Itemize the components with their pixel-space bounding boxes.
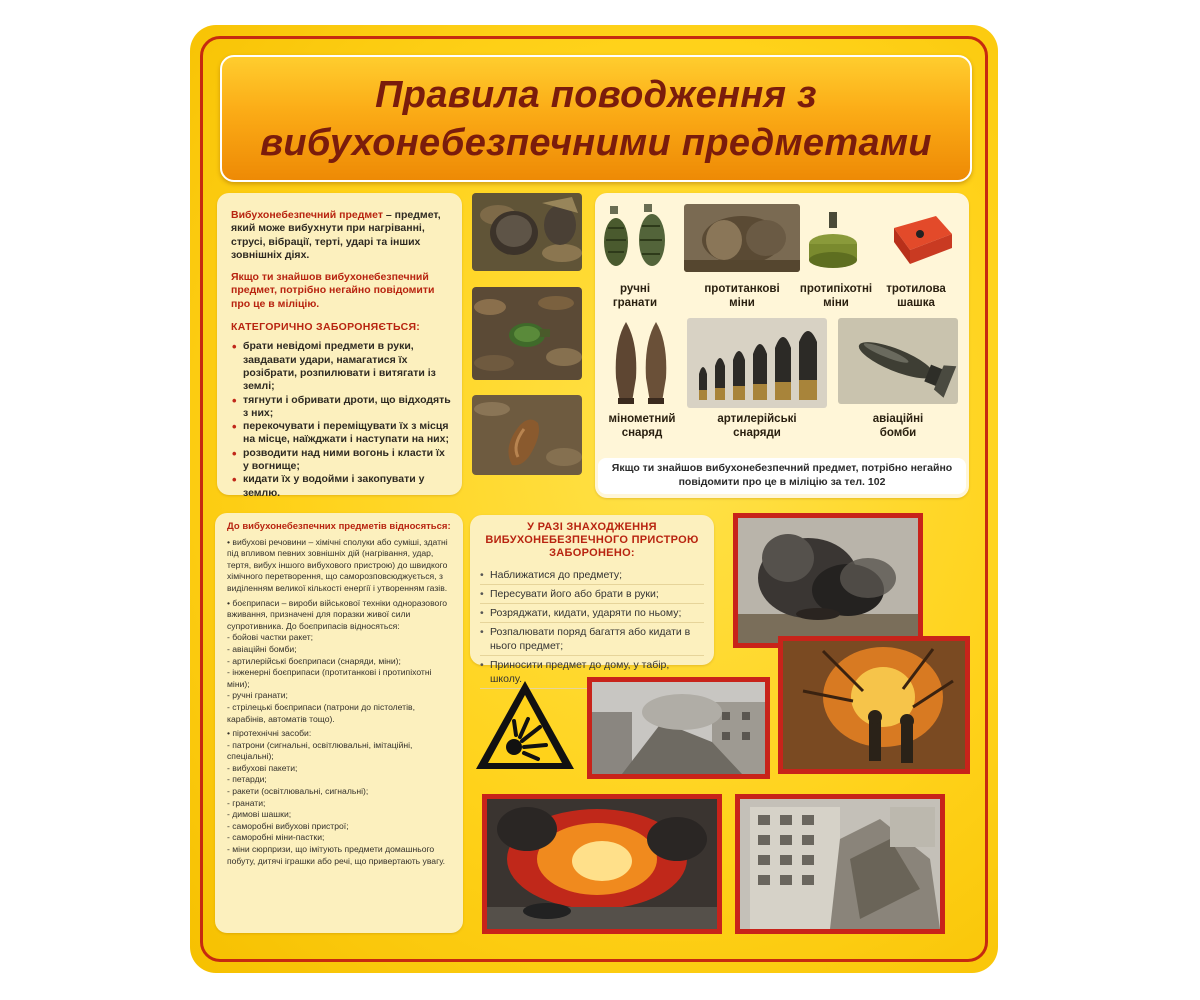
photo-explosion-soldiers (778, 636, 970, 774)
photo-shell-in-ground (472, 395, 582, 475)
photo-fire-explosion-street (482, 794, 722, 934)
explosives-line: - гранати; (227, 797, 266, 808)
aviation-bomb-image (838, 318, 958, 404)
explosives-line: - петарди; (227, 774, 267, 785)
explosives-line: - артилерійські боєприпаси (снаряди, міни); (227, 655, 401, 666)
title-banner (220, 55, 972, 182)
items-note: Якщо ти знайшов вибухонебезпечний предмет, потрібно негайно повідомити про це в міліцію за тел. 102 (598, 458, 966, 494)
explosive-warning-sign-icon (470, 675, 580, 775)
explosives-line: • вибухові речовини – хімічні сполуки або суміші, здатні під впливом певних зовнішніх дій (нагрівання, удар, тертя, вибух іншого вибухового пристрою) до швидкого хімічного перетворення, що саморозповсюджується, з виділенням великої кількості енергії і утворенням газів. (227, 536, 448, 593)
forbidden-list (231, 340, 452, 500)
antipersonnel-mine-image (806, 204, 860, 272)
forbidden-item: • кидати їх у водойми і закопувати у землю. (231, 473, 452, 500)
tnt-block-image (880, 204, 960, 272)
explosives-line: - міни сюрпризи, що імітують предмети домашнього побуту, дитячі іграшки або речі, що привертають увагу. (227, 844, 446, 866)
caption-mortar-shell (590, 412, 694, 440)
definition-text (231, 209, 452, 262)
device-forbidden-heading: У РАЗІ ЗНАХОДЖЕННЯ ВИБУХОНЕБЕЗПЕЧНОГО ПРИСТРОЮ ЗАБОРОНЕНО: (485, 521, 699, 559)
explosives-line: - ракети (освітлювальні, сигнальні); (227, 786, 369, 797)
found-warning: Якщо ти знайшов вибухонебезпечний предмет, потрібно негайно повідомити про це в міліцію. (231, 271, 435, 310)
caption-antitank-mines (684, 282, 800, 310)
definition-term: Вибухонебезпечний предмет (231, 209, 383, 221)
device-forbidden-item: • Пересувати його або брати в руки; (480, 585, 704, 604)
explosives-line: - димові шашки; (227, 809, 292, 820)
forbidden-item: • брати невідомі предмети в руки, завдавати удари, намагатися їх розібрати, розпилювати і витягати із землі; (231, 340, 452, 393)
caption-text: артилерійські снаряди (717, 413, 797, 439)
caption-text: авіаційні бомби (872, 413, 924, 439)
explosives-line: - стрілецькі боєприпаси (патрони до пістолетів, карабінів, автоматів тощо). (227, 701, 415, 724)
caption-grenades (585, 282, 685, 310)
device-forbidden-item: • Розряджати, кидати, ударяти по ньому; (480, 604, 704, 623)
caption-text: ручні гранати (612, 283, 658, 309)
antitank-mines-image (684, 204, 800, 272)
caption-text: мінометний снаряд (608, 413, 676, 439)
explosives-line: - вибухові пакети; (227, 762, 298, 773)
caption-text: тротилова шашка (886, 283, 946, 309)
photo-mine-on-ground (472, 193, 582, 271)
explosives-line: - авіаційні бомби; (227, 643, 297, 654)
caption-aviation-bombs (838, 412, 958, 440)
device-forbidden-item: • Розпалювати поряд багаття або кидати в нього предмет; (480, 623, 704, 656)
forbidden-item: • розводити над ними вогонь і класти їх у вогнище; (231, 447, 452, 474)
photo-grenade-in-leaves (472, 287, 582, 380)
caption-tnt (870, 282, 962, 310)
device-forbidden-panel (470, 515, 714, 685)
caption-text: протитанкові міни (704, 283, 780, 309)
forbidden-heading: КАТЕГОРИЧНО ЗАБОРОНЯЄТЬСЯ: (231, 321, 421, 334)
explosives-line: - патрони (сигнальні, освітлювальні, імітаційні, спеціальні); (227, 739, 413, 762)
explosives-line: - саморобні міни-пастки; (227, 832, 325, 843)
explosives-heading: До вибухонебезпечних предметів відносяться: (227, 521, 451, 532)
explosives-line: • піротехнічні засоби: (227, 728, 312, 739)
artillery-shells-image (687, 318, 827, 408)
device-forbidden-item: • Приносити предмет до дому, у табір, школу. (480, 656, 704, 689)
title-line-1: Правила поводження з (375, 73, 817, 116)
caption-antipersonnel-mines (790, 282, 882, 310)
forbidden-item: • перекочувати і переміщувати їх з місця на місце, наїжджати і наступати на них; (231, 420, 452, 447)
explosives-panel (215, 513, 463, 933)
explosives-line: - бойові частки ракет; (227, 632, 314, 643)
photo-explosion-field (733, 513, 923, 648)
explosives-list (227, 537, 453, 868)
photo-destroyed-buildings (587, 677, 770, 779)
explosives-line: - ручні гранати; (227, 690, 288, 701)
caption-text: протипіхотні міни (799, 283, 873, 309)
photo-collapsed-apartment (735, 794, 945, 934)
definition-rest: – предмет, який може вибухнути при нагріванні, струсі, вібрації, терті, ударі та інших зовнішніх діях. (231, 209, 441, 261)
explosives-line: • боєприпаси – вироби військової техніки одноразового вживання, призначені для поразки живої сили супротивника. До боєприпасів відносяться: (227, 597, 448, 631)
grenades-image (600, 200, 675, 272)
caption-artillery-shells (694, 412, 820, 440)
forbidden-item: • тягнути і обривати дроти, що відходять з них; (231, 394, 452, 421)
definition-panel (217, 193, 462, 499)
title-line-2: вибухонебезпечними предметами (260, 121, 932, 164)
explosives-line: - інженерні боєприпаси (протитанкові і протипіхотні міни); (227, 667, 432, 689)
mortar-shells-image (606, 318, 676, 408)
device-forbidden-item: • Наближатися до предмету; (480, 566, 704, 585)
explosives-line: - саморобні вибухові пристрої; (227, 820, 349, 831)
device-forbidden-list (480, 566, 704, 689)
